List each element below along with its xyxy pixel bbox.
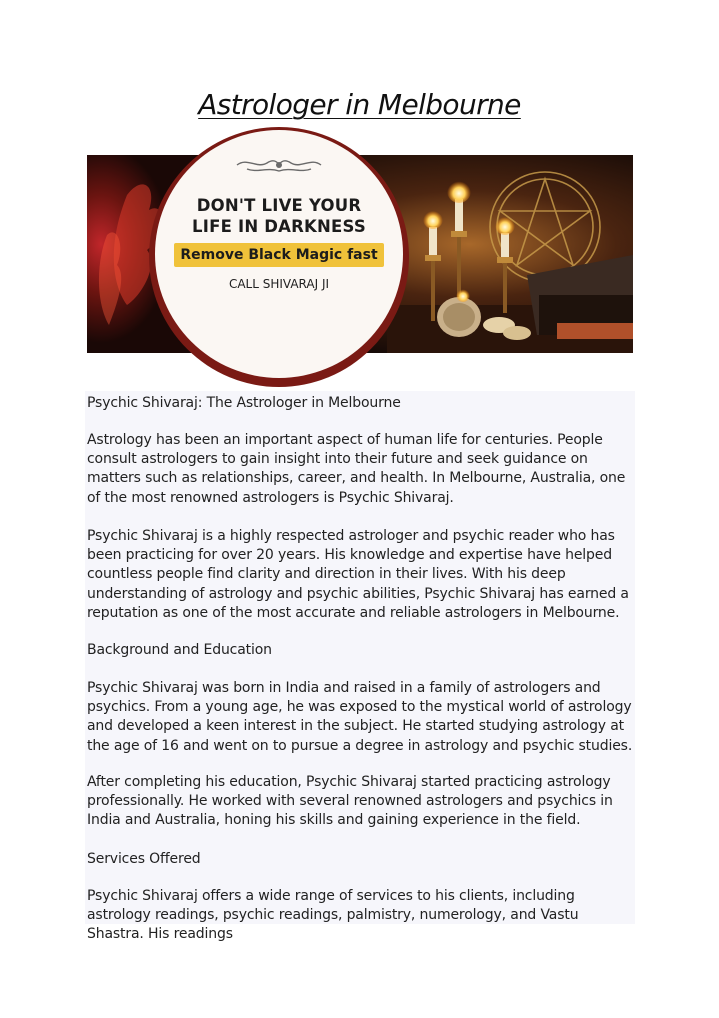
section-heading: Psychic Shivaraj: The Astrologer in Melbourne	[87, 395, 401, 411]
banner-cta-label: Remove Black Magic fast	[174, 243, 383, 267]
paragraph: Psychic Shivaraj offers a wide range of services to his clients, including astrology readings, psychic readings, palmistry, numerology, and Vastu Shastra. His readings	[87, 888, 579, 943]
section-heading: Services Offered	[87, 851, 201, 867]
article-body	[85, 391, 635, 943]
banner-text-block	[153, 155, 405, 353]
banner-call-text: CALL SHIVARAJ JI	[228, 277, 330, 291]
banner-headline	[192, 195, 366, 237]
paragraph: Psychic Shivaraj is a highly respected astrologer and psychic reader who has been practicing for over 20 years. His knowledge and expertise have helped countless people find clarity and direction in their lives. With his deep understanding of astrology and psychic abilities, Psychic Shivaraj has earned a reputation as one of the most accurate and reliable astrologers in Melbourne.	[87, 528, 629, 621]
banner-headline-line2: LIFE IN DARKNESS	[192, 217, 366, 236]
paragraph: Astrology has been an important aspect of human life for centuries. People consult astrologers to gain insight into their future and seek guidance on matters such as relationships, career, and health. In Melbourne, Australia, one of the most renowned astrologers is Psychic Shivaraj.	[87, 432, 626, 506]
banner-image	[87, 155, 633, 353]
section-heading: Background and Education	[87, 642, 272, 658]
banner-headline-line1: DON'T LIVE YOUR	[196, 196, 362, 215]
page-title: Astrologer in Melbourne	[198, 88, 521, 121]
paragraph: Psychic Shivaraj was born in India and raised in a family of astrologers and psychics. From a young age, he was exposed to the mystical world of astrology and developed a keen interest in the subject. He started studying astrology at the age of 16 and went on to pursue a degree in astrology and psychic studies.	[87, 680, 633, 754]
paragraph: After completing his education, Psychic Shivaraj started practicing astrology professionally. He worked with several renowned astrologers and psychics in India and Australia, honing his skills and gaining experience in the field.	[87, 774, 613, 829]
